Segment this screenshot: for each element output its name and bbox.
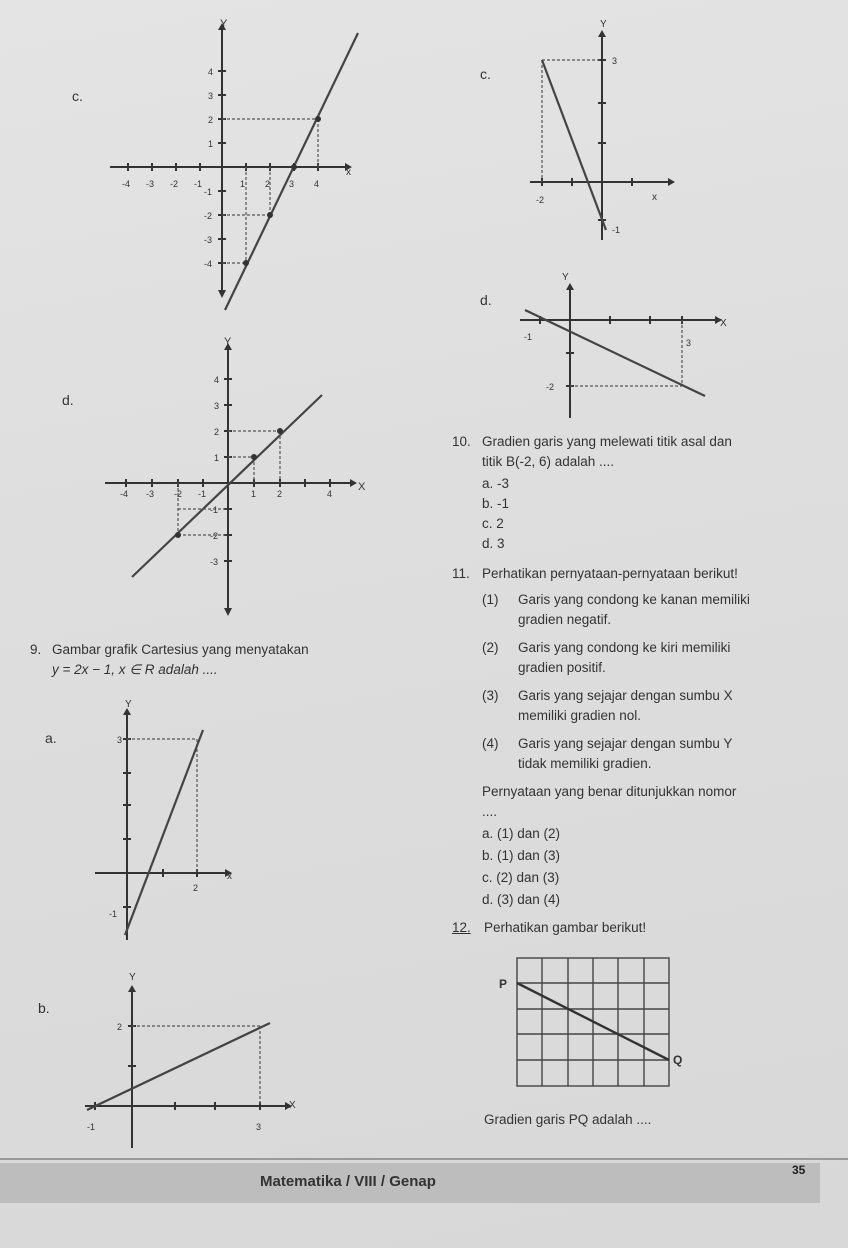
q11-statement-num: (1) [482, 592, 499, 607]
q10-number: 10. [452, 434, 471, 449]
q11-question-line1: Pernyataan yang benar ditunjukkan nomor [482, 784, 737, 799]
tick-label: 2 [214, 427, 220, 437]
tick-label: 2 [265, 179, 271, 189]
tick-label: 2 [193, 883, 199, 893]
axis-y-label: Y [224, 336, 232, 348]
graph-d-left [100, 335, 380, 620]
axis-x-label: x [346, 167, 351, 178]
tick-label: 3 [256, 1122, 262, 1132]
point-p-label: P [499, 977, 508, 991]
q11-statement-line: gradien negatif. [518, 612, 612, 627]
tick-label: -2 [210, 531, 219, 541]
option-c-left-label: c. [72, 88, 83, 104]
q11-statement-line: Garis yang sejajar dengan sumbu Y [518, 736, 733, 751]
q9-option-a-label: a. [45, 730, 57, 746]
tick-label: -1 [198, 489, 207, 499]
axis-x-label: X [358, 481, 366, 493]
tick-label: -1 [210, 505, 219, 515]
tick-label: -2 [174, 489, 183, 499]
graph-c-right [520, 15, 680, 245]
q10-text-line1: Gradien garis yang melewati titik asal dan [482, 434, 732, 449]
tick-label: -1 [524, 332, 533, 342]
graph-q9-a [85, 695, 255, 945]
axis-x-label: X [720, 318, 727, 329]
q9-number: 9. [30, 642, 42, 657]
tick-label: 4 [327, 489, 333, 499]
tick-label: -4 [120, 489, 129, 499]
option-d-right-label: d. [480, 292, 492, 308]
q11-statement-line: gradien positif. [518, 660, 606, 675]
tick-label: 3 [289, 179, 295, 189]
footer-divider [0, 1158, 848, 1160]
tick-label: 4 [314, 179, 320, 189]
q10-option-c: c. 2 [482, 516, 504, 531]
q9-text: Gambar grafik Cartesius yang menyatakan [52, 642, 309, 657]
tick-label: 2 [208, 115, 214, 125]
q11-statement-line: memiliki gradien nol. [518, 708, 642, 723]
q12-text: Perhatikan gambar berikut! [484, 920, 647, 935]
q12-question: Gradien garis PQ adalah .... [484, 1112, 652, 1127]
grid-pq-figure [495, 950, 685, 1095]
tick-label: 4 [214, 375, 220, 385]
q11-option-c: c. (2) dan (3) [482, 870, 560, 885]
tick-label: 3 [117, 735, 123, 745]
tick-label: -3 [210, 557, 219, 567]
tick-label: -3 [146, 489, 155, 499]
tick-label: 1 [251, 489, 257, 499]
tick-label: 3 [612, 56, 618, 66]
tick-label: -1 [204, 187, 213, 197]
q10-option-a: a. -3 [482, 476, 510, 491]
tick-label: -3 [204, 235, 213, 245]
tick-label: 4 [208, 67, 214, 77]
q10-option-d: d. 3 [482, 536, 505, 551]
graph-d-right [510, 268, 740, 423]
axis-y-label: Y [129, 972, 136, 983]
axis-x-label: x [652, 192, 657, 203]
axis-y-label: Y [562, 272, 569, 283]
q11-statement-num: (2) [482, 640, 499, 655]
point-q-label: Q [673, 1053, 683, 1067]
graph-q9-b [75, 968, 305, 1153]
tick-label: -2 [204, 211, 213, 221]
axis-y-label: Y [600, 19, 607, 30]
tick-label: 3 [208, 91, 214, 101]
q12-number: 12. [452, 920, 471, 935]
q11-statement-line: Garis yang condong ke kanan memiliki [518, 592, 750, 607]
tick-label: -2 [536, 195, 545, 205]
tick-label: -1 [109, 909, 118, 919]
q10-option-b: b. -1 [482, 496, 510, 511]
page-number: 35 [792, 1163, 806, 1177]
q11-question-line2: .... [482, 804, 498, 819]
axis-y-label: Y [125, 699, 132, 710]
tick-label: 1 [214, 453, 220, 463]
q11-statement-line: tidak memiliki gradien. [518, 756, 652, 771]
tick-label: 2 [117, 1022, 123, 1032]
option-c-right-label: c. [480, 66, 491, 82]
q11-option-a: a. (1) dan (2) [482, 826, 561, 841]
tick-label: -1 [194, 179, 203, 189]
q11-statement-line: Garis yang sejajar dengan sumbu X [518, 688, 733, 703]
axis-y-label: Y [220, 18, 228, 30]
q10-text-line2: titik B(-2, 6) adalah .... [482, 454, 615, 469]
q11-text: Perhatikan pernyataan-pernyataan berikut! [482, 566, 738, 581]
tick-label: 3 [686, 338, 692, 348]
q9-formula: y = 2x − 1, x ∈ R adalah .... [52, 662, 218, 677]
tick-label: 2 [277, 489, 283, 499]
footer-title: Matematika / VIII / Genap [260, 1173, 436, 1190]
tick-label: 1 [240, 179, 246, 189]
axis-x-label: X [289, 1100, 296, 1111]
q11-option-b: b. (1) dan (3) [482, 848, 561, 863]
tick-label: -4 [122, 179, 131, 189]
tick-label: -2 [546, 382, 555, 392]
q11-option-d: d. (3) dan (4) [482, 892, 561, 907]
tick-label: -3 [146, 179, 155, 189]
q11-number: 11. [452, 566, 470, 581]
axis-x-label: x [227, 871, 232, 882]
q11-statement-num: (3) [482, 688, 499, 703]
graph-c-left [100, 15, 370, 315]
tick-label: -2 [170, 179, 179, 189]
tick-label: -1 [87, 1122, 96, 1132]
q9-option-b-label: b. [38, 1000, 50, 1016]
q11-statement-line: Garis yang condong ke kiri memiliki [518, 640, 731, 655]
tick-label: 1 [208, 139, 214, 149]
option-d-left-label: d. [62, 392, 74, 408]
q11-statement-num: (4) [482, 736, 499, 751]
tick-label: -4 [204, 259, 213, 269]
tick-label: -1 [612, 225, 621, 235]
tick-label: 3 [214, 401, 220, 411]
